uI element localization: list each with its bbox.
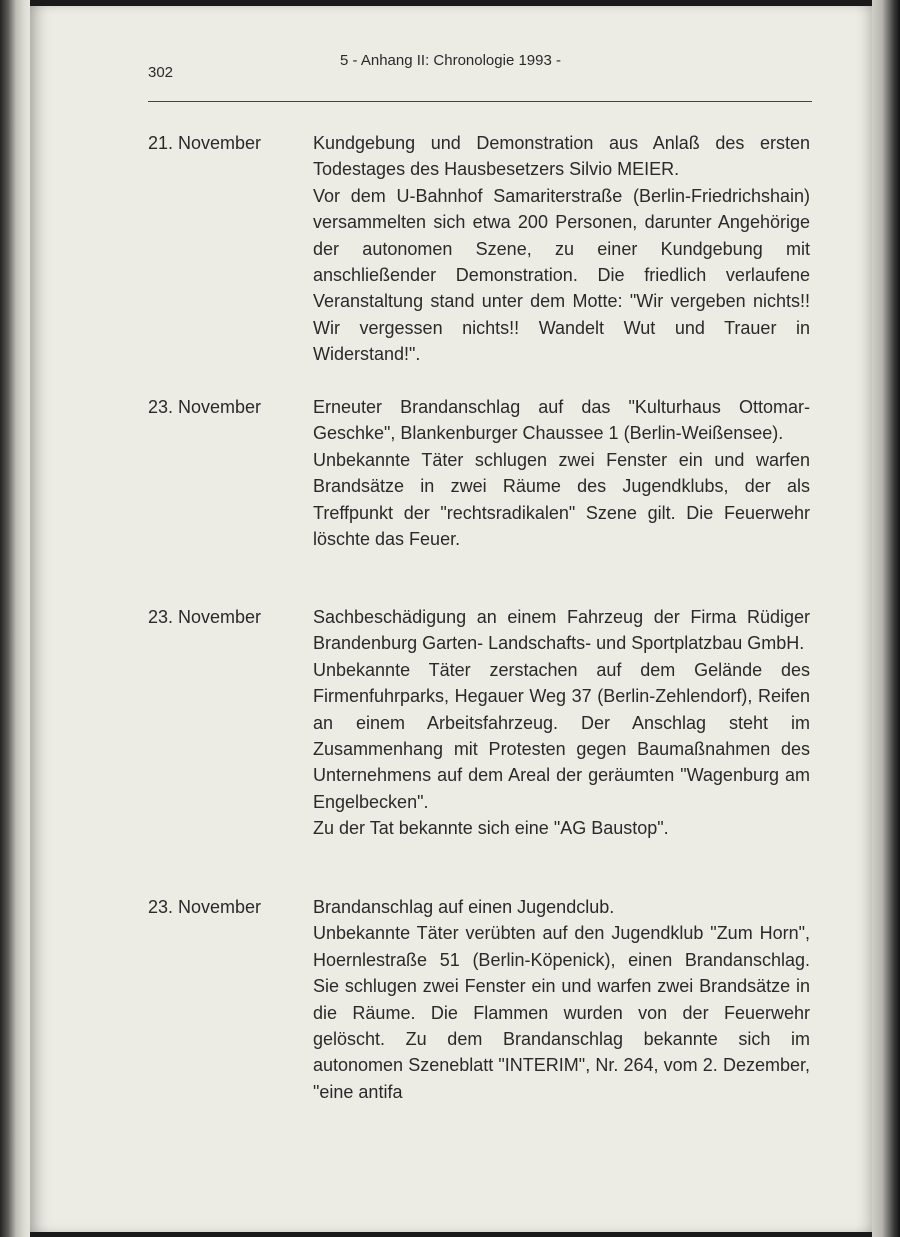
entry-paragraph: Unbekannte Täter verübten auf den Jugendklub "Zum Horn", Hoernlestraße 51 (Berlin-Köpenick), einen Brandanschlag. Sie schlugen zwei Fenster ein und warfen zwei Brandsätze in die Räume. Die Flammen wurden von der Feuerwehr gelöscht. Zu dem Brandanschlag bekannte sich im autonomen Szeneblatt "INTERIM", Nr. 264, vom 2. Dezember, "eine antifa (313, 923, 810, 1102)
entry-paragraph: Zu der Tat bekannte sich eine "AG Baustop". (313, 818, 669, 839)
entry-paragraph: Sachbeschädigung an einem Fahrzeug der Firma Rüdiger Brandenburg Garten- Landschafts- und Sportplatzbau GmbH. (313, 607, 810, 654)
page-edge (872, 0, 900, 1237)
entry-date: 23. November (148, 897, 262, 917)
entry-date: 23. November (148, 607, 262, 627)
header-rule (148, 101, 812, 102)
entry-text (313, 894, 810, 1105)
entry-paragraph: Erneuter Brandanschlag auf das "Kulturhaus Ottomar-Geschke", Blankenburger Chaussee 1 (Berlin-Weißensee). (313, 397, 810, 444)
entry-paragraph: Unbekannte Täter schlugen zwei Fenster ein und warfen Brandsätze in zwei Räume des Jugendklubs, der als Treffpunkt der "rechtsradikalen" Szene gilt. Die Feuerwehr löschte das Feuer. (313, 449, 810, 550)
entry-paragraph: Unbekannte Täter zerstachen auf dem Gelände des Firmenfuhrparks, Hegauer Weg 37 (Berlin-Zehlendorf), Reifen an einem Arbeitsfahrzeug. Der Anschlag steht im Zusammenhang mit Protesten gegen Baumaßnahmen des Unternehmens auf dem Areal der geräumten "Wagenburg am Engelbecken". (313, 659, 810, 812)
running-title: 5 - Anhang II: Chronologie 1993 - (340, 52, 561, 69)
entry-text (313, 130, 810, 368)
entry-text (313, 604, 810, 842)
entry-paragraph: Kundgebung und Demonstration aus Anlaß des ersten Todestages des Hausbesetzers Silvio MEIER. (313, 133, 810, 180)
entry-date: 23. November (148, 397, 262, 417)
entry-text (313, 394, 810, 552)
entry-paragraph: Brandanschlag auf einen Jugendclub. (313, 897, 615, 917)
page-header (148, 50, 812, 90)
entry-date: 21. November (148, 133, 262, 153)
page-number: 302 (148, 64, 174, 81)
entry-paragraph: Vor dem U-Bahnhof Samariterstraße (Berlin-Friedrichshain) versammelten sich etwa 200 Personen, darunter Angehörige der autonomen Szene, zu einer Kundgebung mit anschließender Demonstration. Die friedlich verlaufene Veranstaltung stand unter dem Motte: "Wir vergeben nichts!! Wir vergessen nichts!! Wandelt Wut und Trauer in Widerstand!". (313, 185, 810, 365)
book-binding (0, 0, 30, 1237)
